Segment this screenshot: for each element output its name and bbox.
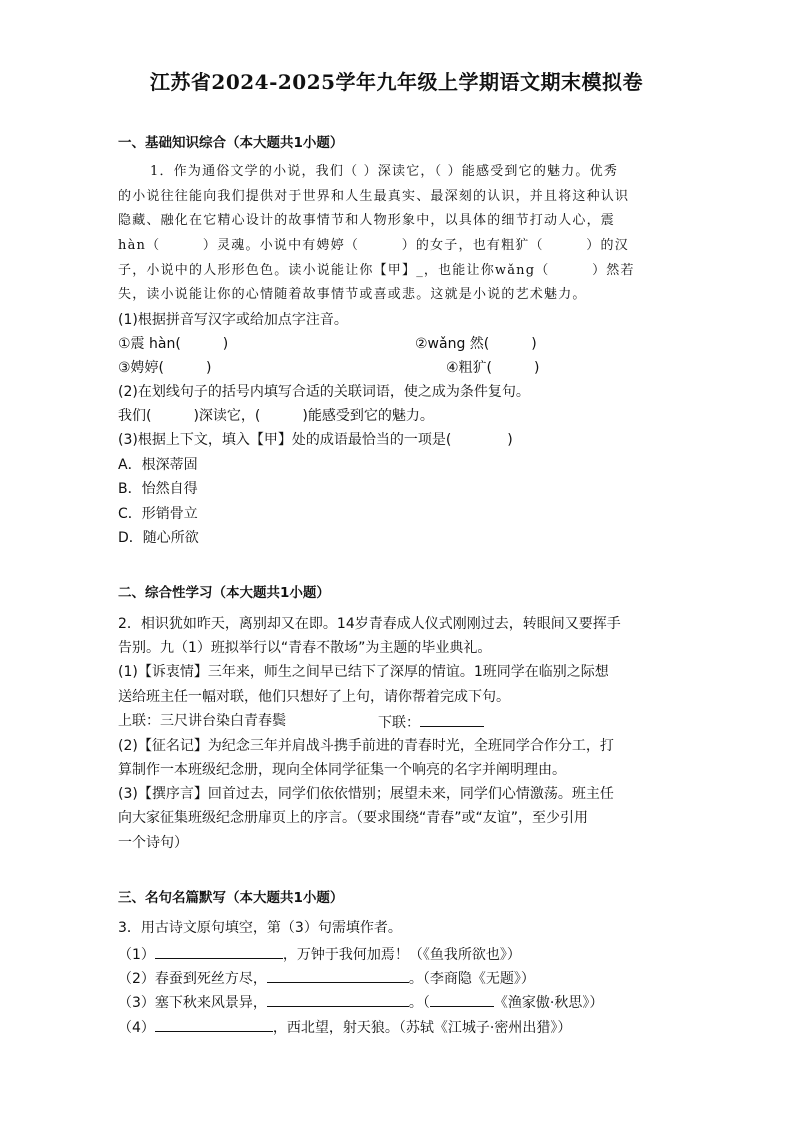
choice-b: B．怡然自得	[118, 481, 198, 497]
section1-heading: 一、基础知识综合（本大题共1小题）	[118, 135, 344, 151]
fill-3-prefix: （3）塞下秋来风景异，	[118, 995, 267, 1011]
fill-2-blank[interactable]	[267, 968, 409, 983]
fill-3-author-blank[interactable]	[430, 992, 494, 1007]
fill-3-blank[interactable]	[267, 992, 409, 1007]
section2-text: 向大家征集班级纪念册扉页上的序言。（要求围绕“青春”或“友谊”，至少引用	[118, 810, 589, 826]
fill-1-suffix: ，万钟于我何加焉！（《鱼我所欲也》）	[282, 947, 521, 963]
section2-text: 2．相识犹如昨天，离别却又在即。14岁青春成人仪式刚刚过去，转眼间又要挥手	[118, 616, 621, 632]
fill-4-suffix: ，西北望，射天狼。（苏轼《江城子·密州出猎》）	[272, 1020, 572, 1036]
q1-option-2: ②wǎng 然( )	[415, 336, 537, 352]
fill-4-prefix: （4）	[118, 1020, 155, 1036]
question-1-2-sentence: 我们( )深读它，( )能感受到它的魅力。	[118, 408, 434, 424]
fill-2-prefix: （2）春蚕到死丝方尽，	[118, 971, 267, 987]
section2-text: 算制作一本班级纪念册，现向全体同学征集一个响亮的名字并阐明理由。	[118, 762, 566, 778]
choice-a: A．根深蒂固	[118, 457, 198, 473]
passage-line: 的小说往往能向我们提供对于世界和人生最真实、最深刻的认识，并且将这种认识	[118, 189, 630, 204]
couplet-answer-blank[interactable]	[420, 712, 484, 727]
passage-line: 1．作为通俗文学的小说，我们（ ）深读它，（ ）能感受到它的魅力。优秀	[150, 164, 619, 179]
section2-text: 告别。九（1）班拟举行以“青春不散场”为主题的毕业典礼。	[118, 640, 492, 656]
passage-line: 失，读小说能让你的心情随着故事情节或喜或悲。这就是小说的艺术魅力。	[118, 287, 587, 302]
couplet-upper: 上联：三尺讲台染白青春鬓	[118, 713, 286, 729]
fill-1-blank[interactable]	[155, 944, 283, 959]
choice-c: C．形销骨立	[118, 506, 198, 522]
fill-line-1	[118, 944, 521, 964]
section2-text: (3)【撰序言】回首过去，同学们依依惜别；展望未来，同学们心情激荡。班主任	[118, 786, 614, 802]
fill-2-suffix: 。（李商隐《无题》）	[408, 971, 535, 987]
question-1-2: (2)在划线句子的括号内填写合适的关联词语，使之成为条件复句。	[118, 384, 530, 400]
fill-3-middle: 。（	[408, 995, 430, 1011]
fill-line-3	[118, 992, 603, 1012]
fill-3-suffix: 《渔家傲·秋思》）	[493, 995, 604, 1011]
q1-option-1: ①震 hàn( )	[118, 336, 229, 352]
page-title: 江苏省2024-2025学年九年级上学期语文期末模拟卷	[149, 70, 644, 94]
fill-line-4	[118, 1017, 571, 1037]
fill-line-2	[118, 968, 535, 988]
question-1-1: (1)根据拼音写汉字或给加点字注音。	[118, 312, 348, 328]
section2-text: 一个诗句）	[118, 835, 188, 851]
section2-text: (1)【诉衷情】三年来，师生之间早已结下了深厚的情谊。1班同学在临别之际想	[118, 664, 609, 680]
section3-heading: 三、名句名篇默写（本大题共1小题）	[118, 890, 344, 906]
couplet-lower-label: 下联：	[378, 715, 420, 731]
q1-option-3: ③娉婷( )	[118, 360, 212, 376]
passage-line: 子，小说中的人形形色色。读小说能让你【甲】_，也能让你wǎng（ ）然若	[118, 263, 635, 278]
passage-line: 隐藏、融化在它精心设计的故事情节和人物形象中，以具体的细节打动人心，震	[118, 213, 616, 228]
section2-text: 送给班主任一幅对联，他们只想好了上句，请你帮着完成下句。	[118, 689, 510, 705]
couplet-lower	[378, 712, 484, 732]
q1-option-4: ④粗犷( )	[446, 360, 540, 376]
choice-d: D．随心所欲	[118, 530, 199, 546]
question-1-3: (3)根据上下文，填入【甲】处的成语最恰当的一项是( )	[118, 432, 513, 448]
fill-1-prefix: （1）	[118, 947, 155, 963]
section3-intro: 3．用古诗文原句填空，第（3）句需填作者。	[118, 920, 402, 936]
fill-4-blank[interactable]	[155, 1017, 273, 1032]
section2-text: (2)【征名记】为纪念三年并肩战斗携手前进的青春时光，全班同学合作分工，打	[118, 738, 614, 754]
passage-line: hàn（ ）灵魂。小说中有娉婷（ ）的女子，也有粗犷（ ）的汉	[118, 238, 629, 253]
section2-heading: 二、综合性学习（本大题共1小题）	[118, 585, 330, 601]
